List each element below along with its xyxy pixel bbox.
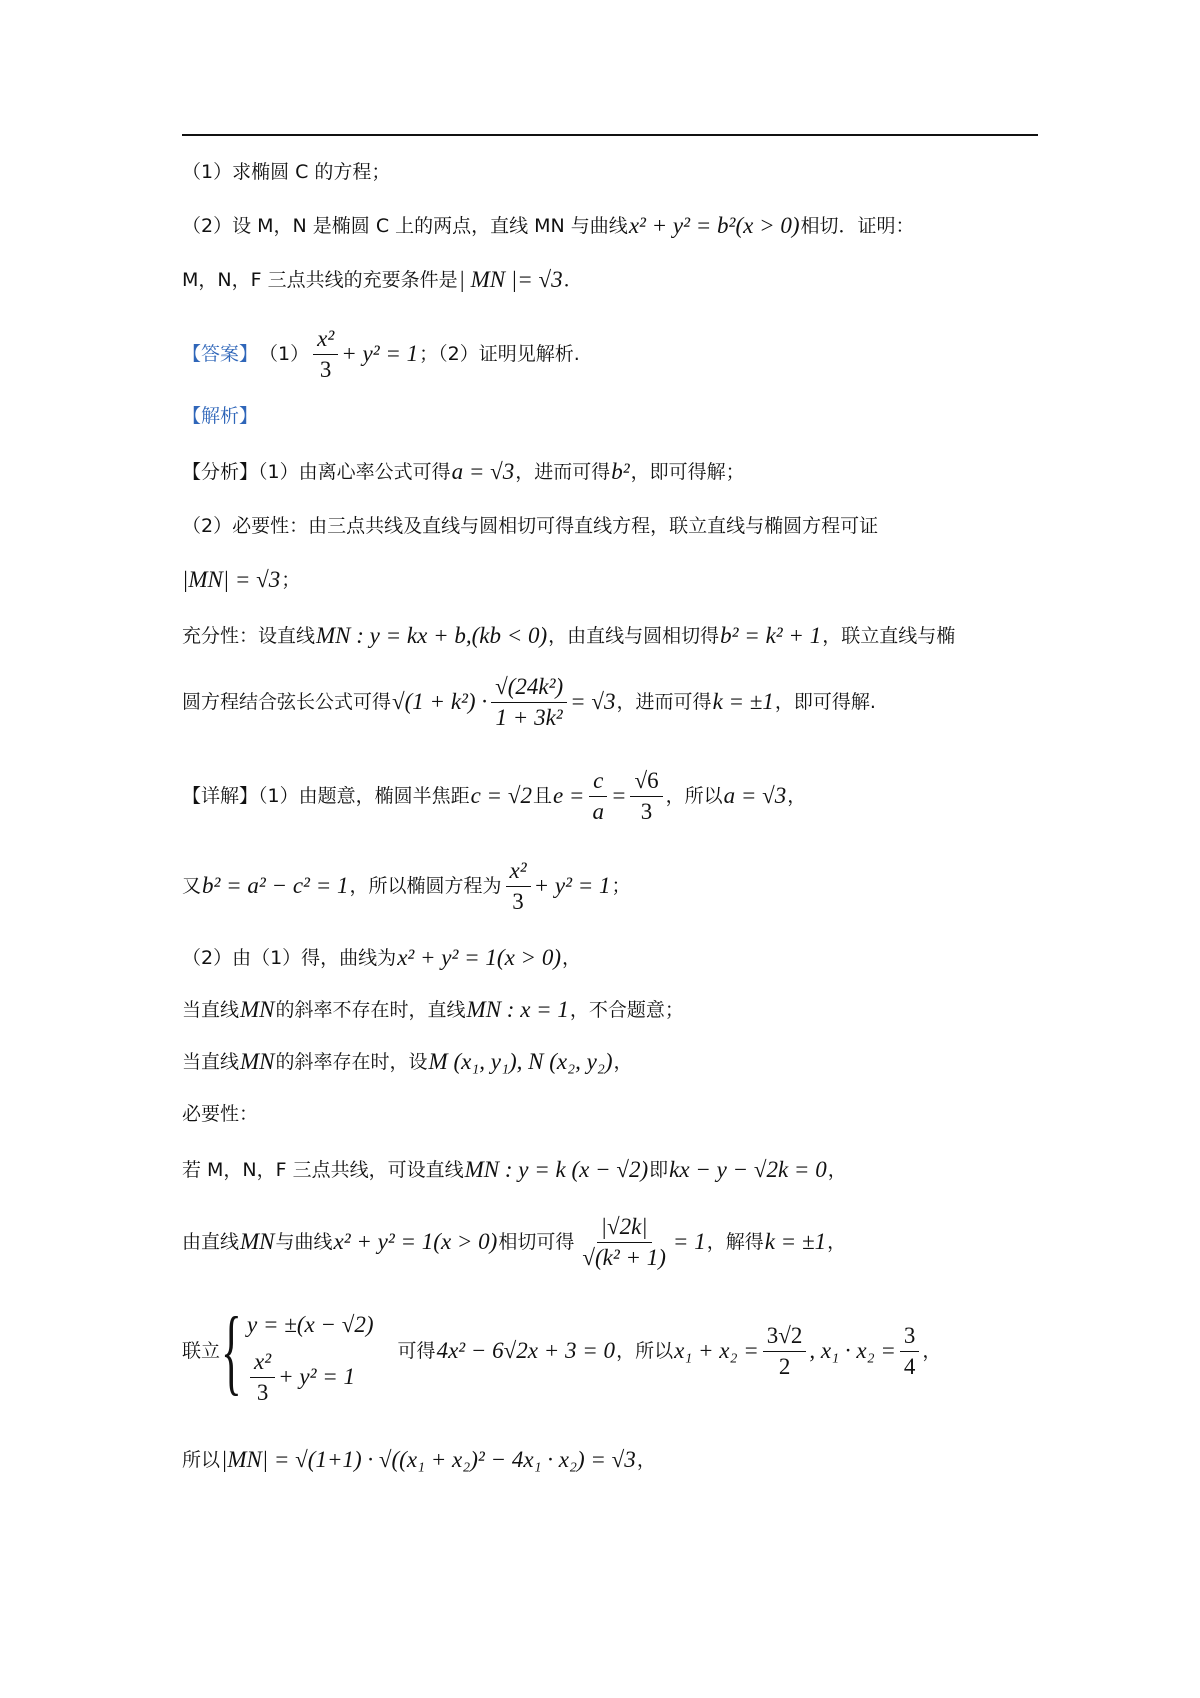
quadratic-equation: 4x² − 6√2x + 3 = 0: [436, 1338, 616, 1363]
answer-part-2: ；（2）证明见解析.: [419, 343, 580, 365]
no-slope-text-b: 的斜率不存在时，直线: [275, 999, 466, 1021]
vertical-line-equation: MN : x = 1: [466, 997, 569, 1022]
semicolon: ；: [611, 875, 631, 897]
mn-label: MN: [240, 1049, 275, 1074]
c-over-a: [588, 768, 608, 825]
comma: ，: [561, 947, 581, 969]
fenxi-text: 【分析】（1）由离心率公式可得: [182, 461, 451, 483]
chord-text-b: ，进而可得: [616, 691, 712, 713]
header-rule: [182, 134, 1038, 136]
slope-text-b: 的斜率存在时，设: [275, 1051, 428, 1073]
comma: ，: [613, 1051, 633, 1073]
mn-equals-sqrt3: |MN| = √3: [182, 567, 281, 592]
question-2-text: （2）设 M，N 是椭圆 C 上的两点，直线 MN 与曲线: [182, 215, 628, 237]
fraction-numerator: √(24k²): [491, 674, 567, 703]
sufficiency-text-a: 充分性：设直线: [182, 625, 316, 647]
comma: ，: [827, 1231, 847, 1253]
distance-fraction: [578, 1214, 670, 1271]
a-value: a = √3: [723, 783, 787, 808]
fenxi-text-b: ，进而可得: [515, 461, 611, 483]
fraction-denominator: 4: [903, 1353, 916, 1379]
fraction-denominator: 3: [640, 798, 653, 824]
detail-line-1: [182, 766, 807, 826]
system-text-b: 可得: [397, 1340, 436, 1362]
chord-length-equation: |MN| = √(1+1) · √((x₁ + x₂)² − 4x₁ · x₂) = √3: [221, 1447, 636, 1472]
analysis-heading: [182, 404, 259, 428]
equation-system: [247, 1299, 374, 1403]
fenxi-line: [182, 460, 746, 484]
detail-text-c: ，所以: [665, 785, 723, 807]
detail-line-2: [182, 856, 632, 916]
system-row-2: [247, 1348, 374, 1405]
comma: ，: [922, 1340, 942, 1362]
unit-curve-equation: x² + y² = 1(x > 0): [397, 945, 561, 970]
system-text-a: 联立: [182, 1340, 221, 1362]
no-slope-case: [182, 998, 685, 1022]
fraction-denominator: √(k² + 1): [582, 1244, 666, 1270]
analysis-tag: 【解析】: [182, 405, 259, 427]
collinear-line: [182, 1158, 848, 1182]
mn-label: MN: [240, 1229, 275, 1254]
fraction-denominator: 3: [512, 888, 524, 914]
sufficiency-text-c: ，联立直线与椭: [822, 625, 956, 647]
sufficiency-text-b: ，由直线与圆相切得: [548, 625, 720, 647]
k-value: k = ±1: [712, 689, 774, 714]
system-row-1: [247, 1299, 374, 1351]
chord-line: [182, 672, 877, 732]
sum-fraction: [763, 1323, 807, 1380]
b2-equation: b² = a² − c² = 1: [202, 873, 349, 898]
fenxi-math-b: b²: [611, 459, 630, 484]
necessity-summary: [182, 514, 879, 538]
equals-one: = 1: [672, 1229, 706, 1254]
tangent-text-d: ，解得: [706, 1231, 764, 1253]
fraction-numerator: |√2k|: [597, 1214, 652, 1243]
tangent-condition: b² = k² + 1: [720, 623, 822, 648]
fraction-denominator: 2: [778, 1353, 791, 1379]
fraction-denominator: 3: [319, 356, 332, 382]
answer-tag: 【答案】: [182, 343, 259, 365]
question-2-condition: [182, 268, 584, 292]
fraction-numerator: 3√2: [763, 1323, 807, 1352]
k-value: k = ±1: [764, 1229, 827, 1254]
equals-sign: =: [610, 783, 627, 808]
mn-label: MN: [240, 997, 275, 1022]
tangent-text-b: 与曲线: [275, 1231, 333, 1253]
e-equals: e =: [552, 783, 585, 808]
fenxi-math-a: a = √3: [451, 459, 515, 484]
ellipse-equation-rest: + y² = 1: [533, 873, 611, 898]
semicolon: ；: [281, 569, 301, 591]
detail-text-a: 【详解】（1）由题意，椭圆半焦距: [182, 785, 470, 807]
fraction-numerator: x²: [506, 858, 531, 887]
c-value: c = √2: [470, 783, 532, 808]
fraction-denominator: 3: [256, 1379, 269, 1405]
slope-text-a: 当直线: [182, 1051, 240, 1073]
fraction-numerator: x²: [250, 1349, 275, 1378]
ellipse-equation-rest: + y² = 1: [278, 1364, 356, 1389]
b2-text-b: ，所以椭圆方程为: [349, 875, 502, 897]
ellipse-fraction: [506, 858, 531, 915]
necessity-summary-math: [182, 568, 301, 592]
tangent-text-c: 相切可得: [498, 1231, 575, 1253]
tangent-text-a: 由直线: [182, 1231, 240, 1253]
slope-case: [182, 1050, 634, 1074]
comma: ，: [827, 1159, 847, 1181]
line-equation: MN : y = kx + b,(kb < 0): [316, 623, 548, 648]
question-2-text-end: 相切．证明：: [800, 215, 915, 237]
answer-fraction: [313, 326, 338, 383]
product-fraction: [900, 1323, 920, 1380]
system-line: [182, 1296, 942, 1406]
fraction-numerator: x²: [313, 326, 338, 355]
left-brace: {: [221, 1297, 242, 1404]
detail-text-b: 且: [532, 785, 552, 807]
tangent-line: [182, 1210, 847, 1274]
chord-length-text: 所以: [182, 1449, 221, 1471]
b2-text-a: 又: [182, 875, 202, 897]
general-line-form: kx − y − √2k = 0: [669, 1157, 827, 1182]
chord-length-line: [182, 1448, 657, 1472]
no-slope-text-c: ，不合题意；: [569, 999, 684, 1021]
chord-text-c: ，即可得解.: [774, 691, 876, 713]
product-roots: , x₁ · x₂ =: [809, 1338, 896, 1363]
part2-curve: [182, 946, 582, 970]
chord-fraction: [491, 674, 567, 731]
fraction-numerator: √6: [630, 768, 662, 797]
question-1: [182, 160, 391, 184]
collinear-text-a: 若 M，N，F 三点共线，可设直线: [182, 1159, 464, 1181]
fenxi-text-c: ，即可得解；: [630, 461, 745, 483]
fraction-denominator: a: [592, 798, 604, 824]
question-2: [182, 214, 916, 238]
sqrt6-over-3: [630, 768, 662, 825]
points-mn: M (x₁, y₁), N (x₂, y₂): [428, 1049, 613, 1074]
collinear-text-b: 即: [649, 1159, 669, 1181]
condition-math: | MN |= √3: [458, 267, 563, 292]
chord-math-1: √(1 + k²) ·: [392, 689, 488, 714]
answer-part-1: （1）: [259, 343, 310, 365]
answer-equation-rest: + y² = 1: [341, 341, 419, 366]
chord-math-2: = √3: [570, 689, 616, 714]
line-through-f: MN : y = k (x − √2): [464, 1157, 649, 1182]
condition-period: ．: [563, 269, 583, 291]
answer-line: [182, 322, 581, 386]
system-text-c: ，所以: [616, 1340, 674, 1362]
no-slope-text-a: 当直线: [182, 999, 240, 1021]
necessity-label: 必要性：: [182, 1103, 259, 1125]
fraction-numerator: 3: [900, 1323, 920, 1352]
unit-curve-equation: x² + y² = 1(x > 0): [333, 1229, 498, 1254]
fraction-denominator: 1 + 3k²: [495, 704, 563, 730]
comma: ，: [636, 1449, 656, 1471]
necessity-summary-text: （2）必要性：由三点共线及直线与圆相切可得直线方程，联立直线与椭圆方程可证: [182, 515, 879, 537]
sum-roots: x₁ + x₂ =: [674, 1338, 759, 1363]
part2-text: （2）由（1）得，曲线为: [182, 947, 397, 969]
condition-text: M，N，F 三点共线的充要条件是: [182, 269, 458, 291]
line-equation: y = ±(x − √2): [247, 1312, 374, 1337]
sufficiency-summary: [182, 624, 956, 648]
system-fraction: [250, 1349, 275, 1406]
fraction-numerator: c: [589, 768, 607, 797]
question-1-text: （1）求椭圆 C 的方程；: [182, 161, 391, 183]
curve-equation: x² + y² = b²(x > 0): [628, 213, 800, 238]
chord-text-a: 圆方程结合弦长公式可得: [182, 691, 392, 713]
comma: ，: [787, 785, 807, 807]
necessity-heading: [182, 1102, 259, 1126]
